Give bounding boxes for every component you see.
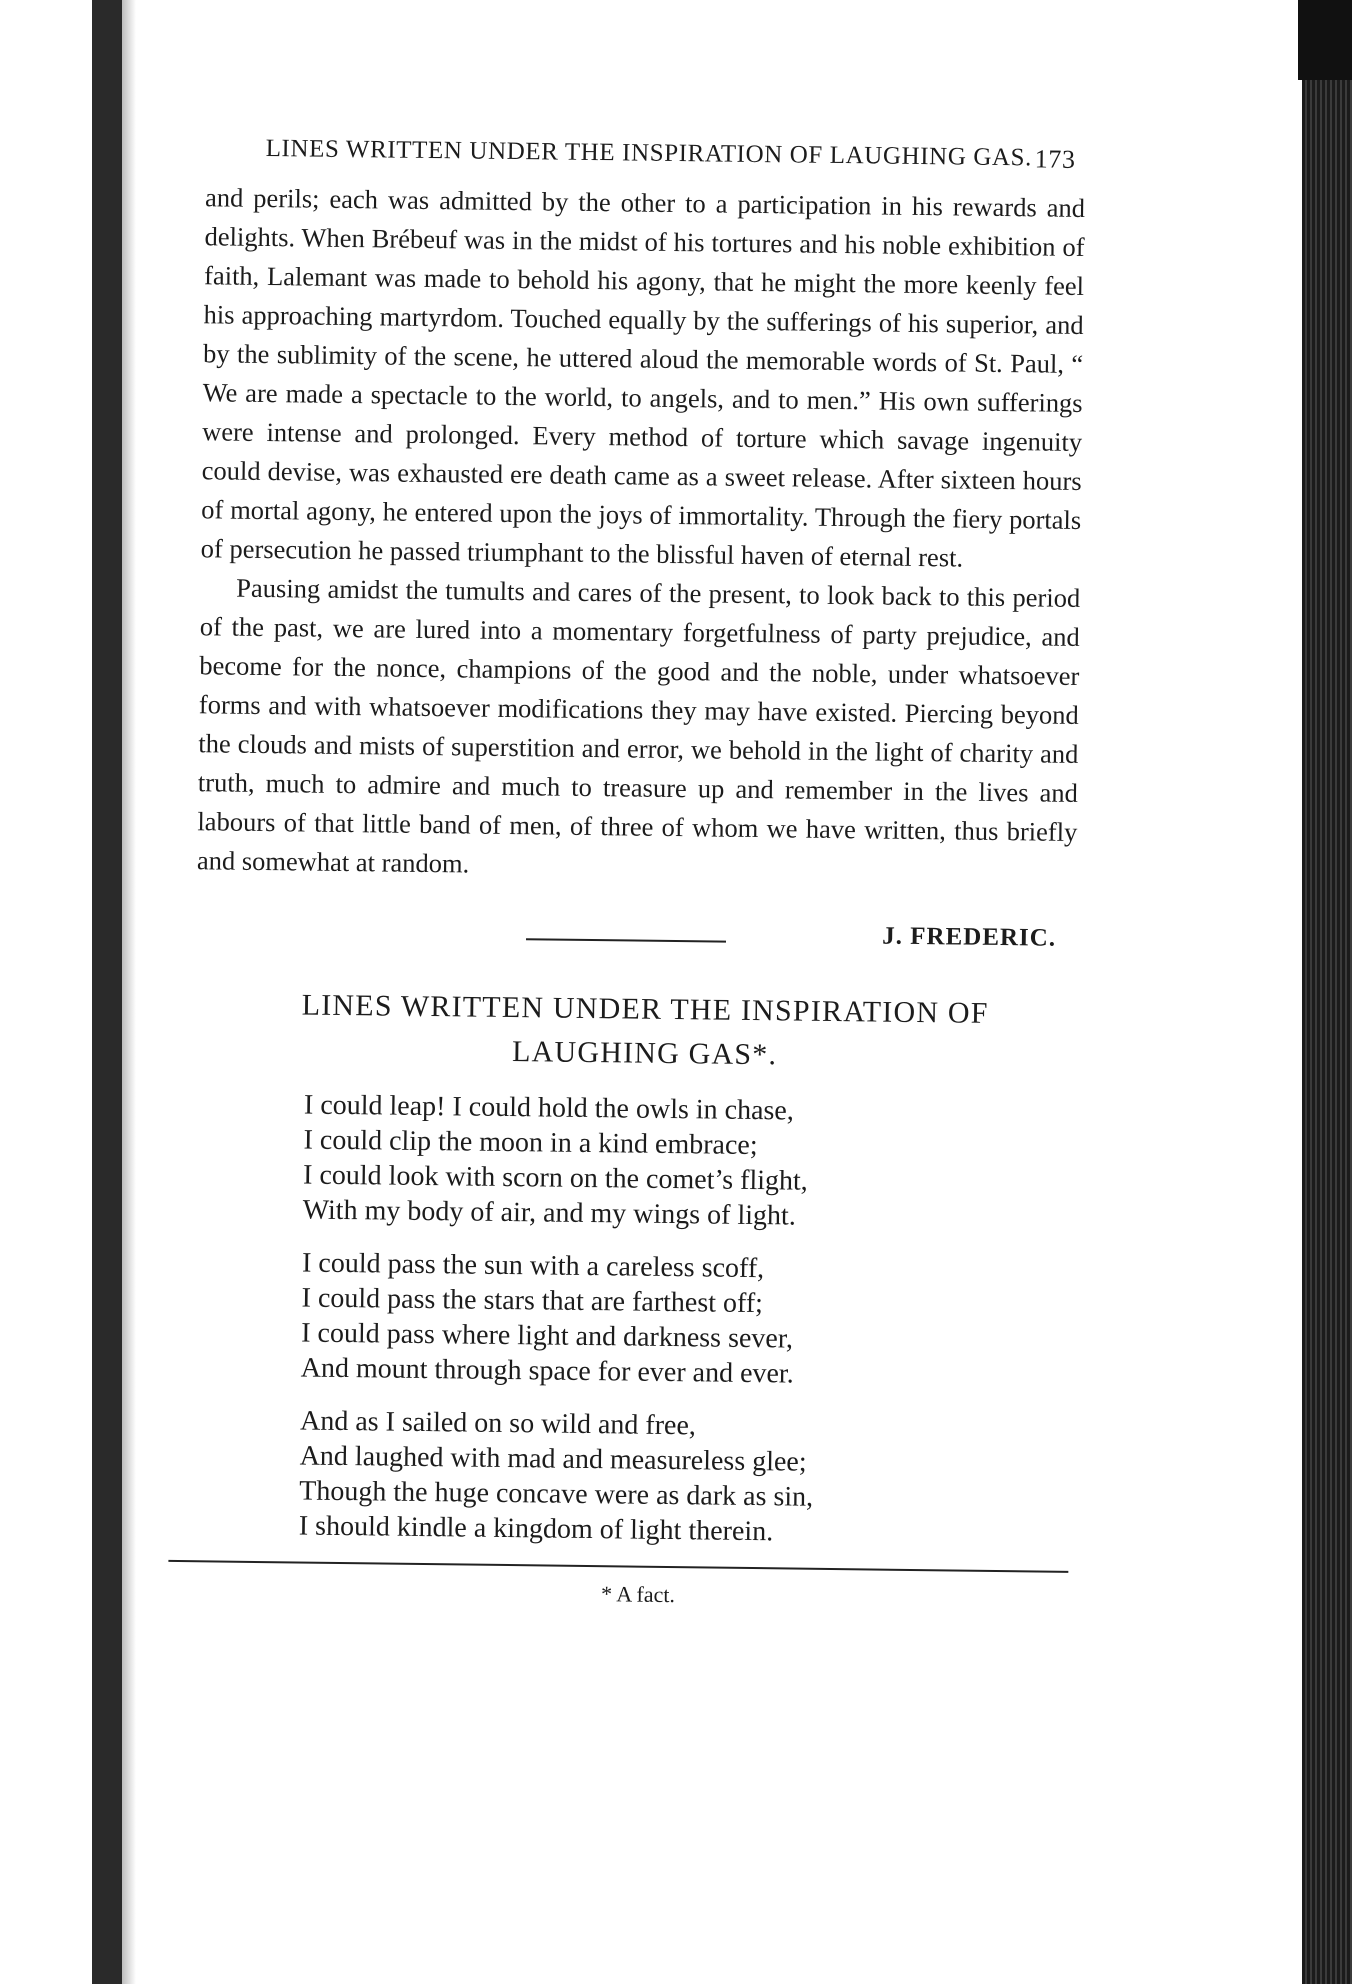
section-divider bbox=[526, 938, 726, 942]
paragraph: and perils; each was admitted by the other to a participation in his rewards and delights. When Brébeuf was in the midst of his tortures and his noble exhibition of faith, Lalemant was made to behold his agony, that he might the more keenly feel his approaching martyrdom. Touched equally by the sufferings of his superior, and by the sublimity of the scene, he uttered aloud the memorable words of St. Paul, “ We are made a spectacle to the world, to angels, and to men.” His own sufferings were intense and prolonged. Every method of torture which savage ingenuity could devise, was exhausted ere death came as a sweet release. After sixteen hours of mortal agony, he entered upon the joys of immortality. Through the fiery portals of persecution he passed triumphant to the blissful haven of eternal rest. bbox=[200, 182, 1086, 573]
verse-line: I could look with scorn on the comet’s flight, bbox=[302, 1159, 808, 1197]
page-stack-edge bbox=[1302, 0, 1352, 1984]
verse-line: I could clip the moon in a kind embrace; bbox=[303, 1124, 758, 1162]
essay-signoff bbox=[176, 890, 1117, 979]
verse-line: I could leap! I could hold the owls in chase, bbox=[303, 1089, 795, 1127]
gutter-shadow bbox=[122, 0, 136, 1984]
running-title: LINES WRITTEN UNDER THE INSPIRATION OF LAUGHING GAS. bbox=[265, 134, 1033, 172]
verse-line: With my body of air, and my wings of light. bbox=[302, 1194, 797, 1232]
footnote: * A fact. bbox=[600, 1581, 676, 1608]
verse-line: And mount through space for ever and ever. bbox=[300, 1352, 794, 1390]
poem-title-line: LINES WRITTEN UNDER THE INSPIRATION OF bbox=[301, 988, 989, 1030]
running-head bbox=[185, 120, 1126, 181]
verse-line: I could pass where light and darkness sever, bbox=[301, 1317, 794, 1355]
book-gutter bbox=[92, 0, 122, 1984]
poem-title-line: LAUGHING GAS*. bbox=[511, 1035, 778, 1072]
facing-page-margin bbox=[0, 0, 92, 1984]
stanza bbox=[301, 1246, 1113, 1396]
author-signature: J. FREDERIC. bbox=[882, 922, 1057, 952]
verse-line: I could pass the sun with a careless scoff, bbox=[301, 1247, 765, 1285]
verse-line: And laughed with mad and measureless glee; bbox=[299, 1440, 807, 1478]
verse-line: I should kindle a kingdom of light therein. bbox=[298, 1510, 774, 1548]
stanza bbox=[302, 1088, 1114, 1238]
book-page bbox=[165, 120, 1126, 1831]
poem-title bbox=[174, 982, 1115, 1081]
verse-line: And as I sailed on so wild and free, bbox=[299, 1405, 697, 1442]
essay-text bbox=[197, 178, 1086, 891]
poem-body bbox=[299, 1088, 1115, 1554]
footnote-divider bbox=[168, 1560, 1068, 1573]
page-number: 173 bbox=[1034, 144, 1076, 174]
stanza bbox=[299, 1403, 1111, 1553]
page-stack-corner bbox=[1298, 0, 1352, 80]
verse-line: Though the huge concave were as dark as sin, bbox=[299, 1475, 814, 1513]
paragraph: Pausing amidst the tumults and cares of the present, to look back to this period of the past, we are lured into a momentary forgetfulness of party prejudice, and become for the nonce, champions of the good and the noble, under whatsoever forms and with whatsoever modifications they may have existed. Piercing beyond the clouds and mists of superstition and error, we behold in the light of charity and truth, much to admire and much to treasure up and remember in the lives and labours of that little band of men, of three of whom we have written, thus briefly and somewhat at random. bbox=[196, 572, 1081, 879]
verse-line: I could pass the stars that are farthest off; bbox=[301, 1282, 764, 1320]
